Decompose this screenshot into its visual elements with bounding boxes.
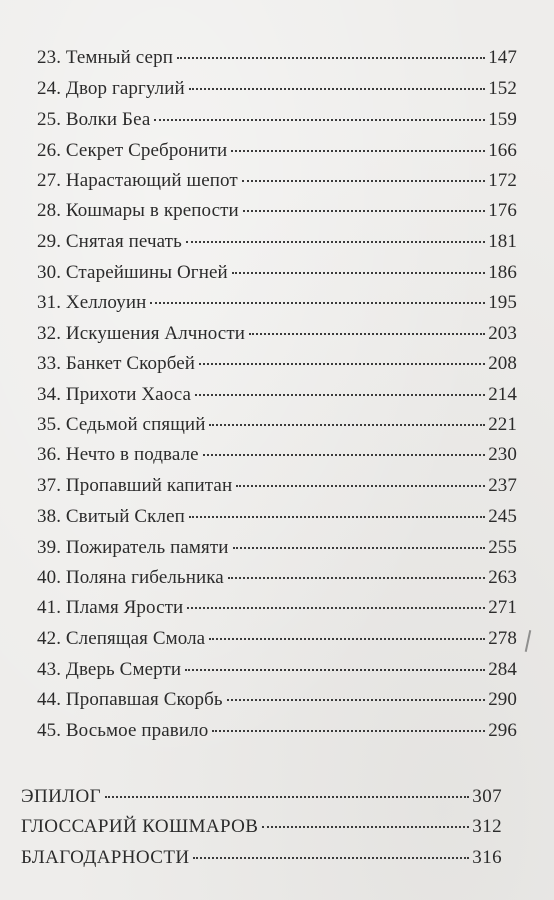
dot-leader bbox=[105, 796, 469, 798]
dot-leader bbox=[154, 119, 485, 121]
toc-entry bbox=[37, 537, 517, 559]
chapter-title: 28. Кошмары в крепости bbox=[37, 200, 239, 221]
chapter-title: 32. Искушения Алчности bbox=[37, 323, 246, 344]
chapter-title: 30. Старейшины Огней bbox=[37, 262, 228, 283]
dot-leader bbox=[209, 638, 485, 640]
page-number: 176 bbox=[488, 200, 517, 221]
dot-leader bbox=[195, 394, 485, 396]
page-number: 263 bbox=[488, 567, 517, 588]
toc-section-entry bbox=[21, 786, 502, 808]
chapter-title: 35. Седьмой спящий bbox=[37, 414, 206, 435]
section-title: ЭПИЛОГ bbox=[21, 786, 101, 807]
page-number: 172 bbox=[488, 170, 517, 191]
chapter-title: 41. Пламя Ярости bbox=[37, 597, 184, 618]
page-number: 278 bbox=[488, 628, 517, 649]
page-number: 147 bbox=[488, 47, 517, 68]
toc-entry bbox=[37, 47, 517, 69]
page-number: 230 bbox=[488, 444, 517, 465]
page-number: 296 bbox=[488, 720, 517, 741]
toc-entry bbox=[37, 170, 517, 192]
chapter-title: 37. Пропавший капитан bbox=[37, 475, 233, 496]
page-number: 290 bbox=[488, 689, 517, 710]
toc-entry bbox=[37, 628, 517, 650]
chapter-title: 23. Темный серп bbox=[37, 47, 173, 68]
page-number: 245 bbox=[488, 506, 517, 527]
dot-leader bbox=[242, 180, 485, 182]
dot-leader bbox=[177, 57, 485, 59]
dot-leader bbox=[233, 547, 486, 549]
toc-entry bbox=[37, 109, 517, 131]
chapter-title: 29. Снятая печать bbox=[37, 231, 182, 252]
section-title: БЛАГОДАРНОСТИ bbox=[21, 847, 190, 868]
dot-leader bbox=[187, 607, 485, 609]
toc-section-entry bbox=[21, 847, 502, 869]
chapter-title: 33. Банкет Скорбей bbox=[37, 353, 196, 374]
dot-leader bbox=[249, 333, 485, 335]
toc-entry bbox=[37, 384, 517, 406]
dot-leader bbox=[209, 424, 485, 426]
toc-entry bbox=[37, 475, 517, 497]
page-number: 316 bbox=[472, 847, 502, 868]
dot-leader bbox=[189, 516, 485, 518]
chapter-title: 26. Секрет Сребронити bbox=[37, 140, 228, 161]
toc-section-entry bbox=[21, 816, 502, 838]
toc-entry bbox=[37, 506, 517, 528]
toc-entry bbox=[37, 414, 517, 436]
dot-leader bbox=[199, 363, 485, 365]
dot-leader bbox=[212, 730, 485, 732]
toc-entry bbox=[37, 720, 517, 742]
toc-entry bbox=[37, 567, 517, 589]
toc-entry bbox=[37, 200, 517, 222]
chapter-title: 45. Восьмое правило bbox=[37, 720, 209, 741]
dot-leader bbox=[227, 699, 486, 701]
chapter-title: 31. Хеллоуин bbox=[37, 292, 147, 313]
chapter-title: 24. Двор гаргулий bbox=[37, 78, 185, 99]
toc-entry bbox=[37, 78, 517, 100]
page-number: 152 bbox=[488, 78, 517, 99]
toc-entry bbox=[37, 140, 517, 162]
dot-leader bbox=[262, 826, 469, 828]
chapter-title: 27. Нарастающий шепот bbox=[37, 170, 238, 191]
chapter-title: 34. Прихоти Хаоса bbox=[37, 384, 192, 405]
dot-leader bbox=[203, 454, 486, 456]
dot-leader bbox=[185, 669, 485, 671]
dot-leader bbox=[236, 485, 485, 487]
dot-leader bbox=[150, 302, 485, 304]
dot-leader bbox=[232, 272, 485, 274]
page-number: 237 bbox=[488, 475, 517, 496]
chapter-title: 43. Дверь Смерти bbox=[37, 659, 182, 680]
page-number: 271 bbox=[488, 597, 517, 618]
toc-entry bbox=[37, 353, 517, 375]
page-number: 284 bbox=[488, 659, 517, 680]
dot-leader bbox=[243, 210, 485, 212]
toc-entry bbox=[37, 689, 517, 711]
page-number: 203 bbox=[488, 323, 517, 344]
dot-leader bbox=[193, 857, 469, 859]
chapter-title: 44. Пропавшая Скорбь bbox=[37, 689, 223, 710]
page-number: 307 bbox=[472, 786, 502, 807]
dot-leader bbox=[186, 241, 485, 243]
section-title: ГЛОССАРИЙ КОШМАРОВ bbox=[21, 816, 259, 837]
page-number: 221 bbox=[488, 414, 517, 435]
page-number: 186 bbox=[488, 262, 517, 283]
toc-entry bbox=[37, 262, 517, 284]
page-number: 208 bbox=[488, 353, 517, 374]
toc-entry bbox=[37, 444, 517, 466]
page-number: 312 bbox=[472, 816, 502, 837]
dot-leader bbox=[189, 88, 485, 90]
chapter-title: 40. Поляна гибельника bbox=[37, 567, 224, 588]
page-number: 255 bbox=[488, 537, 517, 558]
page-number: 195 bbox=[488, 292, 517, 313]
dot-leader bbox=[231, 150, 485, 152]
chapter-title: 39. Пожиратель памяти bbox=[37, 537, 229, 558]
toc-entry bbox=[37, 323, 517, 345]
chapter-title: 25. Волки Беа bbox=[37, 109, 151, 130]
chapter-title: 38. Свитый Склеп bbox=[37, 506, 185, 527]
toc-entry bbox=[37, 597, 517, 619]
chapter-title: 42. Слепящая Смола bbox=[37, 628, 206, 649]
chapter-title: 36. Нечто в подвале bbox=[37, 444, 199, 465]
page-number: 166 bbox=[488, 140, 517, 161]
toc-entry bbox=[37, 231, 517, 253]
dot-leader bbox=[228, 577, 485, 579]
toc-entry bbox=[37, 292, 517, 314]
toc-entry bbox=[37, 659, 517, 681]
page-number: 181 bbox=[488, 231, 517, 252]
page-number: 159 bbox=[488, 109, 517, 130]
page-number: 214 bbox=[488, 384, 517, 405]
